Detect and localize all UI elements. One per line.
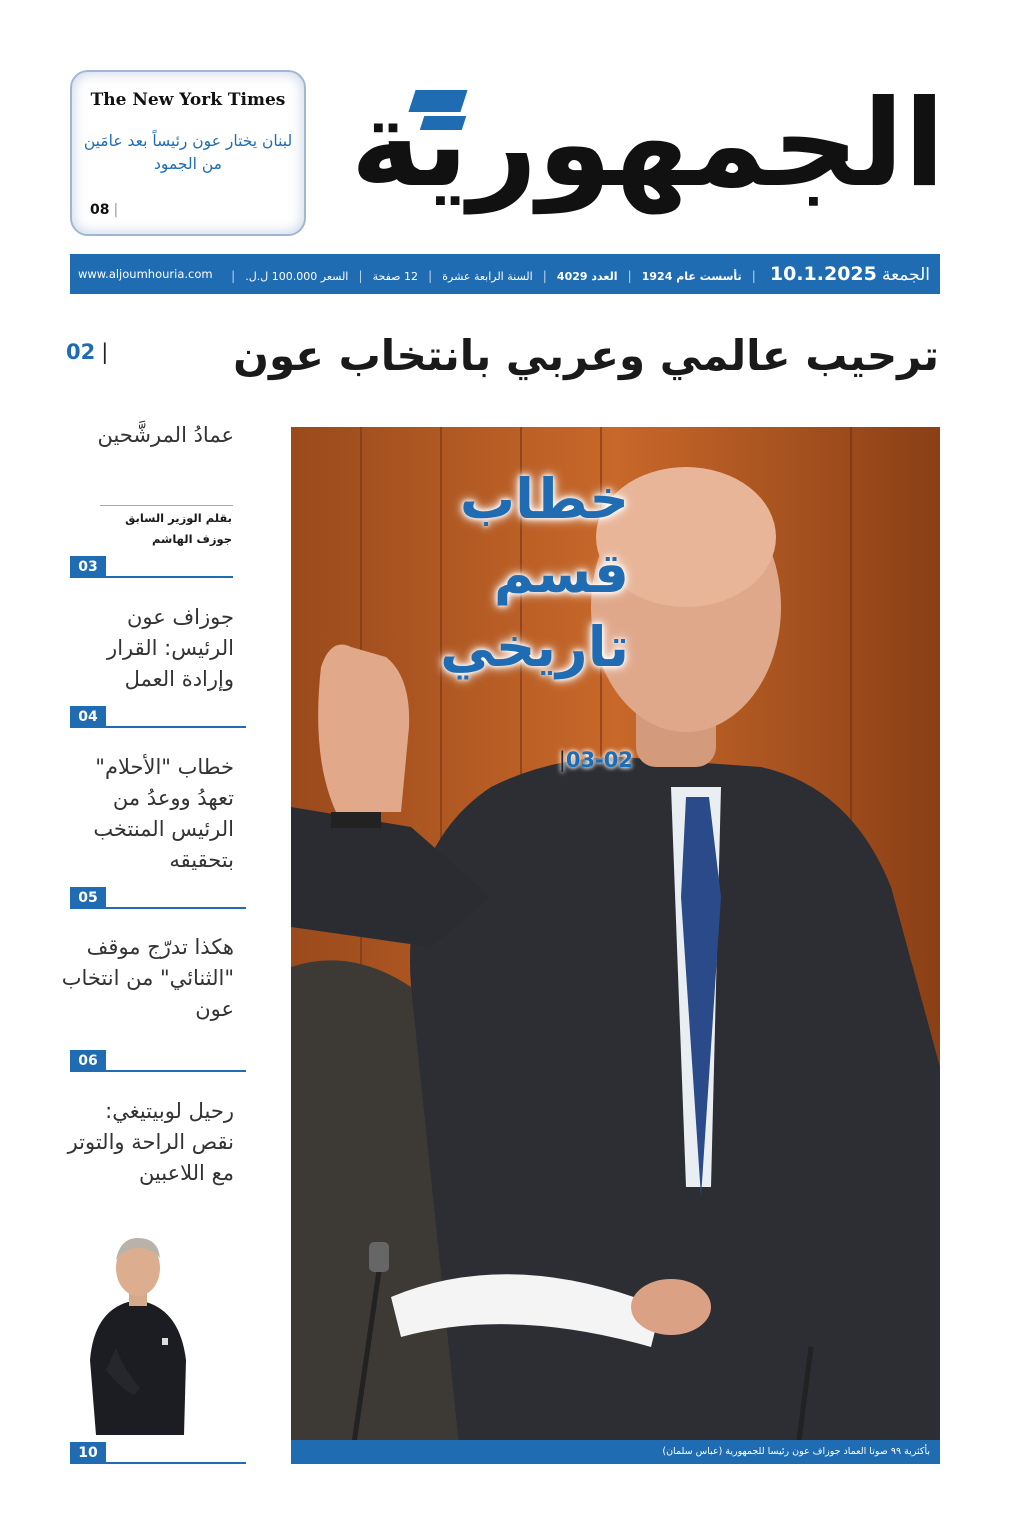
opinion-byline: بقلم الوزير السابق جوزف الهاشم xyxy=(125,511,232,546)
issue-price: السعر 100.000 ل.ل. xyxy=(245,270,349,283)
website-link[interactable]: www.aljoumhouria.com xyxy=(78,267,213,281)
sidebar-story-4[interactable]: رحيل لوبيتيغي: نقص الراحة والتوتر مع اللاعبين xyxy=(67,1099,234,1185)
page-marker: 03 xyxy=(70,562,233,578)
photo-overlay-headline[interactable]: خطاب قسم تاريخي xyxy=(440,467,629,679)
issue-number: العدد 4029 xyxy=(556,270,618,283)
publication-year: السنة الرابعة عشرة xyxy=(442,270,533,283)
page-marker: 06 xyxy=(70,1056,246,1072)
issue-day: الجمعة xyxy=(881,265,930,285)
issue-date: 10.1.2025 xyxy=(769,263,877,285)
page-marker: 10 xyxy=(70,1448,246,1464)
page-marker: 05 xyxy=(70,893,246,909)
sidebar-story-1[interactable]: جوزاف عون الرئيس: القرار وإرادة العمل xyxy=(107,605,234,691)
nyt-brand: The New York Times xyxy=(90,90,286,110)
masthead-logo xyxy=(350,70,945,220)
divider xyxy=(100,505,233,506)
issue-info: الجمعة 10.1.2025 | تأسست عام 1924 | العدد 4029 | السنة الرابعة عشرة | 12 صفحة | السعر 100.000 ل.ل. | xyxy=(231,263,930,285)
founded-year: تأسست عام 1924 xyxy=(641,270,742,283)
overlay-page-ref: |03-02 xyxy=(558,748,633,772)
logo-text: الجمهورية xyxy=(350,75,945,214)
main-headline[interactable]: ترحيب عالمي وعربي بانتخاب عون xyxy=(233,331,939,380)
photo-caption: بأكثرية ٩٩ صوتا العماد جوزاف عون رئيسا للجمهورية (عباس سلمان) xyxy=(291,1440,940,1464)
sidebar-story-3[interactable]: هكذا تدرّج موقف "الثنائي" من انتخاب عون xyxy=(61,935,234,1021)
nyt-teaser-text: لبنان يختار عون رئيساً بعد عامَين من الجمود xyxy=(83,132,293,173)
issue-info-bar xyxy=(70,254,940,294)
page-count: 12 صفحة xyxy=(372,270,418,283)
coach-photo xyxy=(76,1220,200,1435)
headline-page-ref: 02 | xyxy=(66,340,109,364)
nyt-teaser-box[interactable] xyxy=(70,70,306,236)
sidebar-story-2[interactable]: خطاب "الأحلام" تعهدُ ووعدُ من الرئيس المنتخب بتحقيقه xyxy=(93,755,234,872)
page-marker: 04 xyxy=(70,712,246,728)
nyt-page-number: 08 | xyxy=(90,202,119,218)
opinion-title[interactable]: عمادُ المرشَّحين xyxy=(97,423,234,447)
